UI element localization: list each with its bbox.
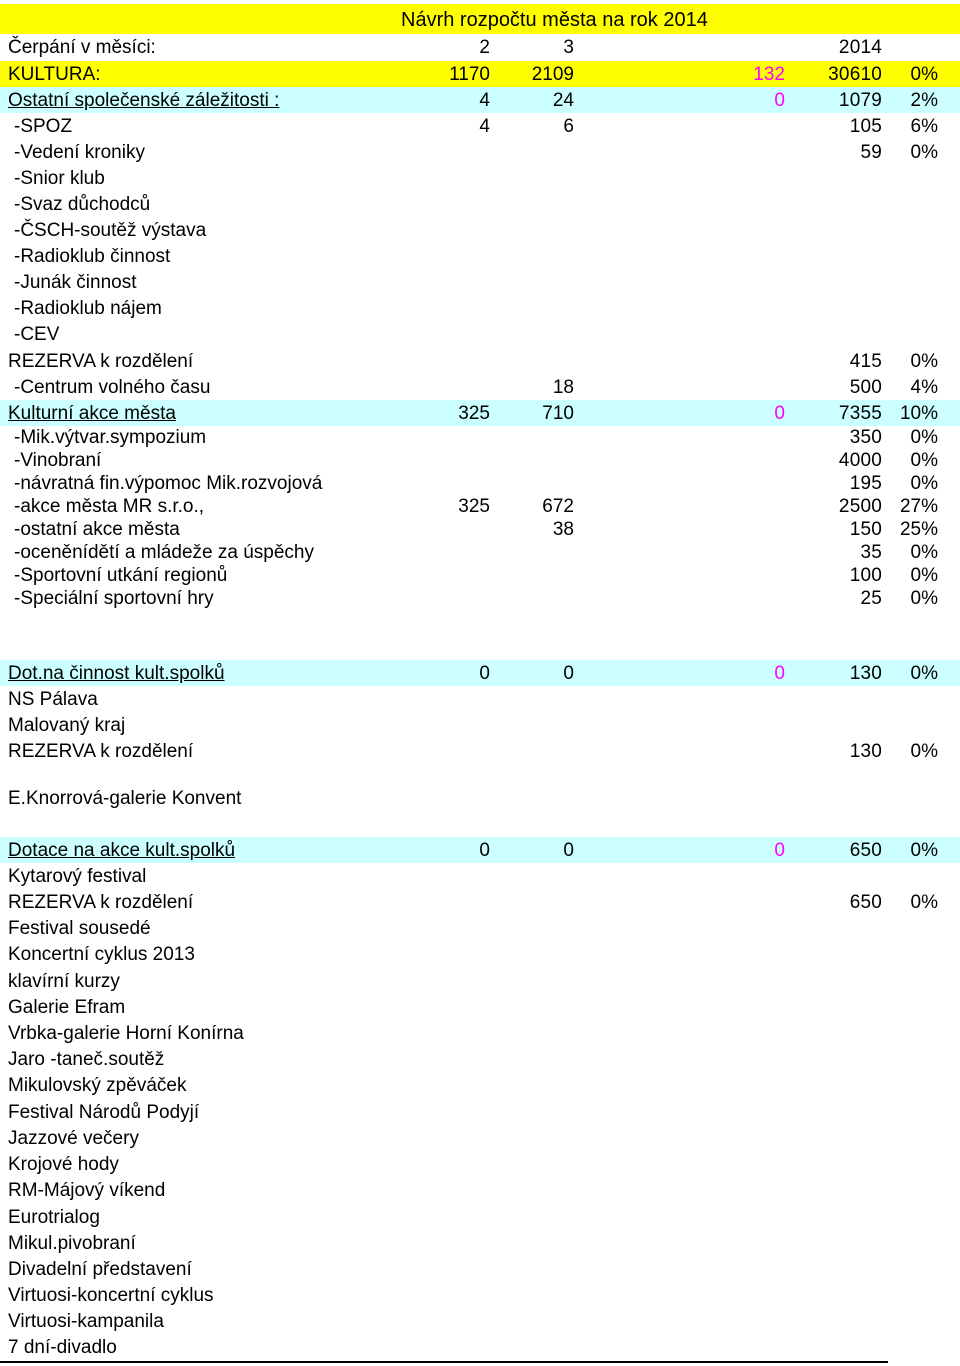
- row-label: REZERVA k rozdělení: [8, 892, 194, 913]
- row-label: -Speciální sportovní hry: [14, 588, 214, 609]
- row-label: Dotace na akce kult.spolků: [8, 840, 236, 861]
- cell-budget: 59: [860, 142, 882, 163]
- table-row: [0, 660, 960, 686]
- table-row: [0, 915, 960, 941]
- cell-percent: 0%: [910, 64, 938, 85]
- cell-percent: 0%: [910, 741, 938, 762]
- row-label: Eurotrialog: [8, 1207, 100, 1228]
- table-row: [0, 1230, 960, 1256]
- table-row: [0, 1177, 960, 1203]
- cell-budget: 30610: [828, 64, 882, 85]
- cell-month-2: 325: [458, 496, 490, 517]
- header-month-2: 2: [479, 37, 490, 58]
- row-label: Jazzové večery: [8, 1128, 139, 1149]
- row-label: Jaro -taneč.soutěž: [8, 1049, 165, 1070]
- table-row: [0, 113, 960, 139]
- cell-percent: 0%: [910, 663, 938, 684]
- row-label: REZERVA k rozdělení: [8, 351, 194, 372]
- row-label: Malovaný kraj: [8, 715, 126, 736]
- table-row: [0, 87, 960, 113]
- cell-month-2: 325: [458, 403, 490, 424]
- table-row: [0, 712, 960, 738]
- table-row: [0, 889, 960, 915]
- row-label: -SPOZ: [14, 116, 73, 137]
- cell-budget: 350: [849, 427, 882, 448]
- cell-month-2: 4: [479, 90, 490, 111]
- row-label: Mikulovský zpěváček: [8, 1075, 187, 1096]
- cell-budget: 100: [849, 565, 882, 586]
- header-year: 2014: [838, 37, 882, 58]
- cell-month-3: 672: [542, 496, 574, 517]
- row-label: -oceněnídětí a mládeže za úspěchy: [14, 542, 314, 563]
- table-row: [0, 348, 960, 374]
- row-label: NS Pálava: [8, 689, 98, 710]
- row-label: -ostatní akce města: [14, 519, 180, 540]
- row-label: Festival Národů Podyjí: [8, 1102, 200, 1123]
- cell-percent: 4%: [910, 377, 938, 398]
- table-row: [0, 518, 960, 541]
- cell-budget: 500: [849, 377, 882, 398]
- cell-percent: 0%: [910, 427, 938, 448]
- cell-month-2: 0: [479, 840, 490, 861]
- table-row: [0, 941, 960, 967]
- table-row: [0, 472, 960, 495]
- cell-percent: 0%: [910, 142, 938, 163]
- table-row: [0, 994, 960, 1020]
- table-row: [0, 321, 960, 347]
- cell-drawn: 0: [774, 90, 785, 111]
- cell-percent: 0%: [910, 473, 938, 494]
- table-row: [0, 863, 960, 889]
- row-label: klavírní kurzy: [8, 971, 120, 992]
- table-row: [0, 449, 960, 472]
- table-row: [0, 968, 960, 994]
- cell-budget: 130: [849, 741, 882, 762]
- cell-budget: 105: [849, 116, 882, 137]
- table-row: [0, 1020, 960, 1046]
- table-row: [0, 217, 960, 243]
- row-label: -Vinobraní: [14, 450, 102, 471]
- row-label: -Radioklub činnost: [14, 246, 171, 267]
- cell-month-2: 0: [479, 663, 490, 684]
- cell-month-3: 0: [563, 663, 574, 684]
- cell-percent: 25%: [899, 519, 938, 540]
- table-row: [0, 191, 960, 217]
- table-row: [0, 785, 960, 811]
- cell-percent: 0%: [910, 588, 938, 609]
- cell-percent: 0%: [910, 450, 938, 471]
- row-label: Mikul.pivobraní: [8, 1233, 136, 1254]
- row-label: E.Knorrová-galerie Konvent: [8, 788, 242, 809]
- row-label: -Svaz důchodců: [14, 194, 151, 215]
- row-label: -Mik.výtvar.sympozium: [14, 427, 207, 448]
- table-row: [0, 269, 960, 295]
- table-row: [0, 587, 960, 610]
- row-label: -Sportovní utkání regionů: [14, 565, 228, 586]
- row-label: Divadelní představení: [8, 1259, 192, 1280]
- cell-percent: 0%: [910, 351, 938, 372]
- bottom-divider: [0, 1361, 888, 1363]
- cell-budget: 7355: [838, 403, 882, 424]
- cell-budget: 650: [849, 840, 882, 861]
- cell-month-2: 1170: [449, 64, 490, 85]
- table-row: [0, 837, 960, 863]
- cell-percent: 0%: [910, 840, 938, 861]
- table-row: [0, 1334, 960, 1360]
- row-label: -ČSCH-soutěž výstava: [14, 220, 207, 241]
- cell-month-3: 710: [542, 403, 574, 424]
- table-row: [0, 1125, 960, 1151]
- cell-percent: 27%: [899, 496, 938, 517]
- row-label: Galerie Efram: [8, 997, 126, 1018]
- cell-percent: 10%: [899, 403, 938, 424]
- table-row: [0, 1204, 960, 1230]
- table-row: [0, 1046, 960, 1072]
- cell-budget: 195: [849, 473, 882, 494]
- cell-budget: 130: [849, 663, 882, 684]
- table-row: [0, 1282, 960, 1308]
- cell-month-3: 6: [563, 116, 574, 137]
- table-row: [0, 541, 960, 564]
- cell-month-3: 18: [552, 377, 574, 398]
- cell-month-3: 2109: [531, 64, 574, 85]
- cell-month-3: 0: [563, 840, 574, 861]
- row-label: Dot.na činnost kult.spolků: [8, 663, 225, 684]
- table-row: [0, 374, 960, 400]
- cell-drawn: 0: [774, 840, 785, 861]
- cell-month-3: 24: [552, 90, 574, 111]
- cell-budget: 650: [849, 892, 882, 913]
- cell-budget: 415: [849, 351, 882, 372]
- row-label: -Vedení kroniky: [14, 142, 145, 163]
- table-row: [0, 165, 960, 191]
- table-row: [0, 243, 960, 269]
- header-month-3: 3: [563, 37, 574, 58]
- row-label: Kulturní akce města: [8, 403, 176, 424]
- page-title: Návrh rozpočtu města na rok 2014: [401, 9, 708, 31]
- row-label: Kytarový festival: [8, 866, 147, 887]
- cell-budget: 25: [860, 588, 882, 609]
- row-label: Ostatní společenské záležitosti :: [8, 90, 280, 111]
- cell-budget: 35: [860, 542, 882, 563]
- cell-percent: 0%: [910, 892, 938, 913]
- table-row: [0, 400, 960, 426]
- table-row: [0, 1099, 960, 1125]
- table-row: [0, 1072, 960, 1098]
- row-label: KULTURA:: [8, 64, 101, 85]
- table-row: [0, 426, 960, 449]
- row-label: 7 dní-divadlo: [8, 1337, 117, 1358]
- row-label: RM-Májový víkend: [8, 1180, 166, 1201]
- table-row: [0, 1151, 960, 1177]
- cell-drawn: 0: [774, 663, 785, 684]
- table-row: [0, 686, 960, 712]
- cell-month-2: 4: [479, 116, 490, 137]
- row-label: Krojové hody: [8, 1154, 119, 1175]
- header-label: Čerpání v měsíci:: [8, 37, 156, 58]
- row-label: Festival sousedé: [8, 918, 151, 939]
- table-row: [0, 61, 960, 87]
- header-row: [0, 34, 960, 60]
- row-label: -CEV: [14, 324, 60, 345]
- title-bar: [0, 4, 960, 34]
- cell-percent: 6%: [910, 116, 938, 137]
- table-row: [0, 564, 960, 587]
- table-row: [0, 139, 960, 165]
- table-row: [0, 1256, 960, 1282]
- row-label: -Radioklub nájem: [14, 298, 162, 319]
- row-label: -Centrum volného času: [14, 377, 211, 398]
- cell-drawn: 0: [774, 403, 785, 424]
- row-label: Vrbka-galerie Horní Konírna: [8, 1023, 244, 1044]
- cell-budget: 150: [849, 519, 882, 540]
- table-row: [0, 495, 960, 518]
- cell-percent: 0%: [910, 565, 938, 586]
- table-row: [0, 1308, 960, 1334]
- cell-percent: 0%: [910, 542, 938, 563]
- row-label: -Snior klub: [14, 168, 105, 189]
- row-label: Virtuosi-koncertní cyklus: [8, 1285, 214, 1306]
- cell-budget: 1079: [838, 90, 882, 111]
- cell-budget: 2500: [838, 496, 882, 517]
- row-label: -návratná fin.výpomoc Mik.rozvojová: [14, 473, 323, 494]
- cell-budget: 4000: [838, 450, 882, 471]
- cell-percent: 2%: [910, 90, 938, 111]
- table-row: [0, 738, 960, 764]
- row-label: -Junák činnost: [14, 272, 137, 293]
- cell-month-3: 38: [552, 519, 574, 540]
- row-label: REZERVA k rozdělení: [8, 741, 194, 762]
- table-row: [0, 295, 960, 321]
- row-label: -akce města MR s.r.o.,: [14, 496, 205, 517]
- row-label: Koncertní cyklus 2013: [8, 944, 195, 965]
- row-label: Virtuosi-kampanila: [8, 1311, 164, 1332]
- cell-drawn: 132: [753, 64, 785, 85]
